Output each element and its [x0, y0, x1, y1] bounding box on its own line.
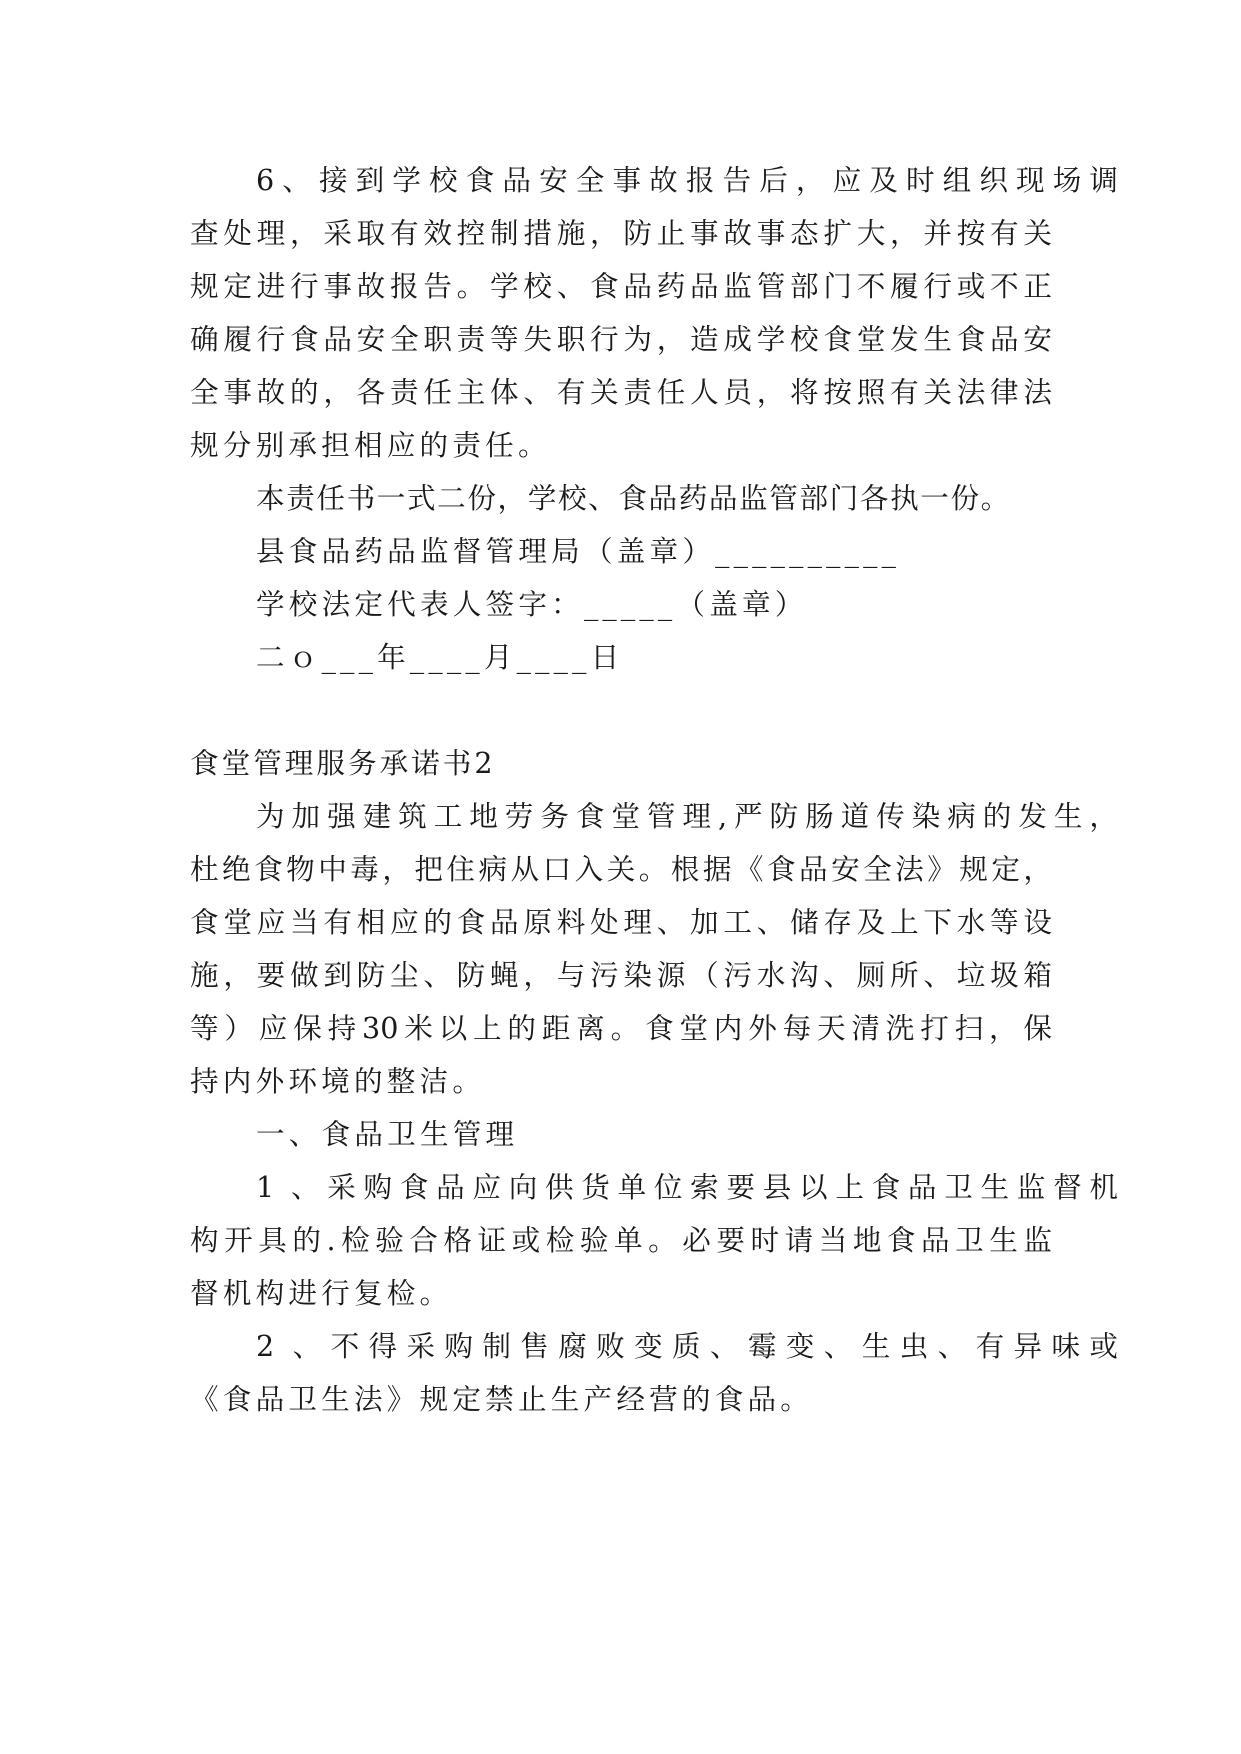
- signature-line-bureau: 县食品药品监督管理局（盖章）__________: [256, 534, 901, 568]
- text-line: 确履行食品安全职责等失职行为，造成学校食堂发生食品安: [190, 322, 1052, 356]
- text-line: 查处理，采取有效控制措施，防止事故事态扩大，并按有关: [190, 216, 1052, 250]
- date-line: 二ｏ___年____月____日: [256, 640, 624, 674]
- text-line: 持内外环境的整洁。: [190, 1064, 486, 1098]
- text-line: 1 、采购食品应向供货单位索要县以上食品卫生监督机: [256, 1170, 1118, 1204]
- text-line: 施，要做到防尘、防蝇，与污染源（污水沟、厕所、垃圾箱: [190, 958, 1052, 992]
- text-line: 杜绝食物中毒，把住病从口入关。根据《食品安全法》规定，: [190, 852, 1052, 886]
- text-line: 6、接到学校食品安全事故报告后，应及时组织现场调: [256, 163, 1118, 197]
- text-line: 督机构进行复检。: [190, 1276, 453, 1310]
- text-line: 食堂应当有相应的食品原料处理、加工、储存及上下水等设: [190, 905, 1052, 939]
- section-title: 食堂管理服务承诺书2: [190, 746, 496, 780]
- text-line: 等）应保持30米以上的距离。食堂内外每天清洗打扫，保: [190, 1011, 1052, 1045]
- text-line: 2 、不得采购制售腐败变质、霉变、生虫、有异味或: [256, 1329, 1118, 1363]
- text-line: 规分别承担相应的责任。: [190, 428, 551, 462]
- text-line: 全事故的，各责任主体、有关责任人员，将按照有关法律法: [190, 375, 1052, 409]
- signature-line-school: 学校法定代表人签字：_____（盖章）: [256, 587, 808, 621]
- text-line: 本责任书一式二份，学校、食品药品监管部门各执一份。: [256, 481, 1011, 515]
- subsection-title: 一、食品卫生管理: [256, 1117, 519, 1151]
- text-line: 构开具的.检验合格证或检验单。必要时请当地食品卫生监: [190, 1223, 1052, 1257]
- text-line: 规定进行事故报告。学校、食品药品监管部门不履行或不正: [190, 269, 1052, 303]
- text-line: 《食品卫生法》规定禁止生产经营的食品。: [190, 1382, 814, 1416]
- text-line: 为加强建筑工地劳务食堂管理,严防肠道传染病的发生，: [256, 799, 1118, 833]
